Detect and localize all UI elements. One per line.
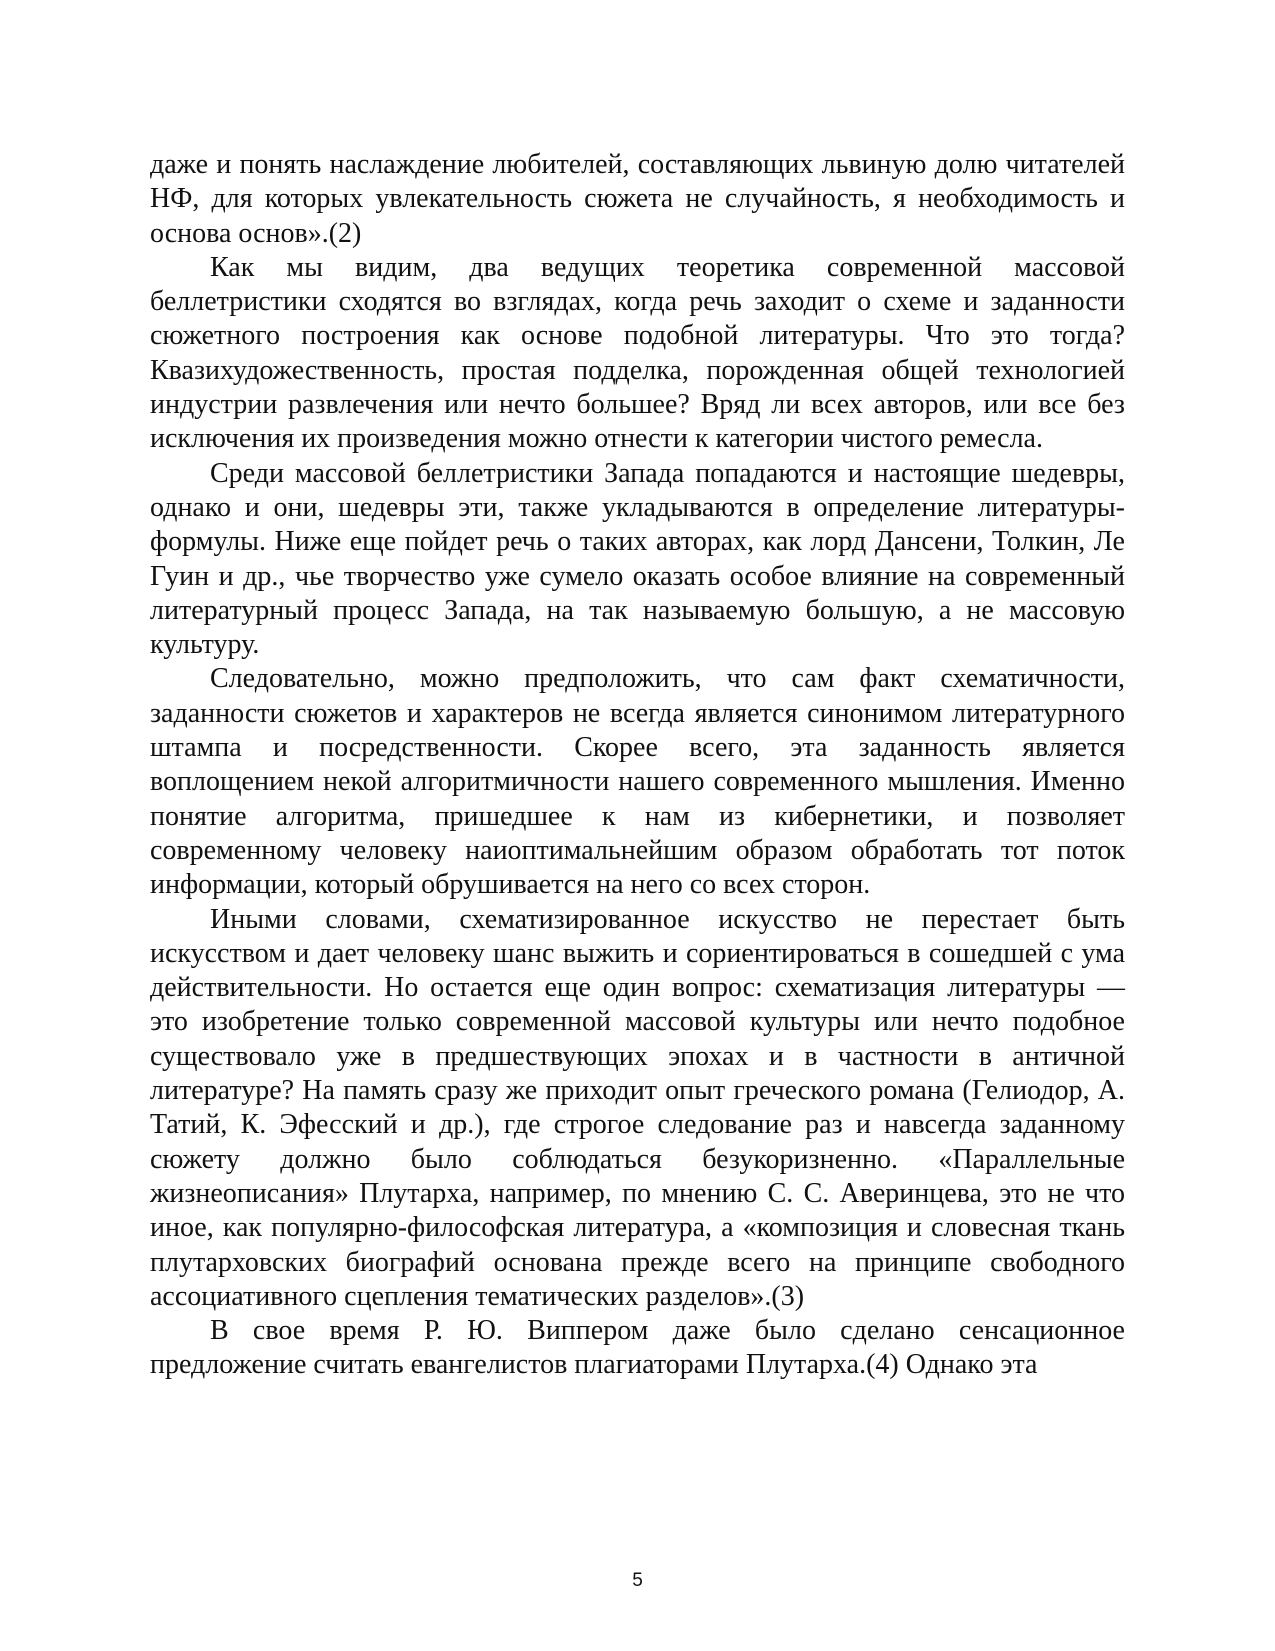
page-number: 5: [632, 1570, 643, 1591]
paragraph: Следовательно, можно предположить, что сам факт схематичности, заданности сюжетов и характеров не всегда является синонимом литературного штампа и посредственности. Скорее всего, эта заданность является воплощением некой алгоритмичности нашего современного мышления. Именно понятие алгоритма, пришедшее к нам из кибернетики, и позволяет современному человеку наиоптимальнейшим образом обработать тот поток информации, который обрушивается на него со всех сторон.: [150, 663, 1125, 901]
paragraph-last: В свое время Р. Ю. Виппером даже было сделано сенсационное предложение считать евангелистов плагиаторами Плутарха.(4) Однако эта: [150, 1315, 1125, 1381]
paragraph: Иными словами, схематизированное искусство не перестает быть искусством и дает человеку шанс выжить и сориентироваться в сошедшей с ума действительности. Но остается еще один вопрос: схематизация литературы — это изобретение только современной массовой культуры или нечто подобное существовало уже в предшествующих эпохах и в частности в античной литературе? На память сразу же приходит опыт греческого романа (Гелиодор, А. Татий, К. Эфесский и др.), где строгое следование раз и навсегда заданному сюжету должно было соблюдаться безукоризненно. «Параллельные жизнеописания» Плутарха, например, по мнению С. С. Аверинцева, это не что иное, как популярно-философская литература, а «композиция и словесная ткань плутарховских биографий основана прежде всего на принципе свободного ассоциативного сцепления тематических разделов».(3): [150, 903, 1125, 1312]
paragraph: Как мы видим, два ведущих теоретика современной массовой беллетристики сходятся во взглядах, когда речь заходит о схеме и заданности сюжетного построения как основе подобной литературы. Что это тогда? Квазихудожественность, простая подделка, порожденная общей технологией индустрии развлечения или нечто большее? Вряд ли всех авторов, или все без исключения их произведения можно отнести к категории чистого ремесла.: [150, 251, 1125, 455]
body-text: [150, 148, 1125, 1383]
paragraph: Среди массовой беллетристики Запада попадаются и настоящие шедевры, однако и они, шедевры эти, также укладываются в определение литературы-формулы. Ниже еще пойдет речь о таких авторах, как лорд Дансени, Толкин, Ле Гуин и др., чье творчество уже сумело оказать особое влияние на современный литературный процесс Запада, на так называемую большую, а не массовую культуру.: [150, 457, 1125, 661]
paragraph-continuation: даже и понять наслаждение любителей, составляющих львиную долю читателей НФ, для которых увлекательность сюжета не случайность, я необходимость и основа основ».(2): [150, 149, 1125, 249]
